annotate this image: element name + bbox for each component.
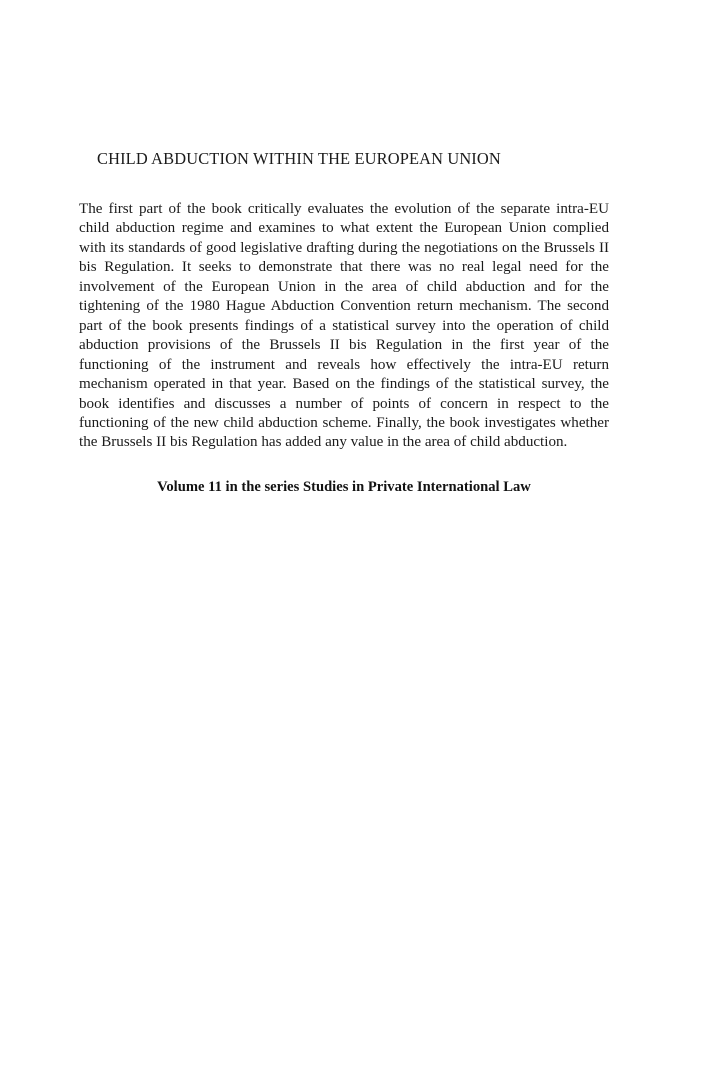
series-volume-line: Volume 11 in the series Studies in Private International Law	[157, 478, 531, 495]
book-description-paragraph: The first part of the book critically evaluates the evolution of the separate intra-EU child abduction regime and examines to what extent the European Union complied with its standards of good legislative drafting during the negotiations on the Brussels II bis Regulation. It seeks to demonstrate that there was no real legal need for the involvement of the European Union in the area of child abduction and for the tightening of the 1980 Hague Abduction Convention return mechanism. The second part of the book presents findings of a statistical survey into the operation of child abduction provisions of the Brussels II bis Regulation in the first year of the functioning of the instrument and reveals how effectively the intra-EU return mechanism operated in that year. Based on the findings of the statistical survey, the book identifies and discusses a number of points of concern in respect to the functioning of the new child abduction scheme. Finally, the book investigates whether the Brussels II bis Regulation has added any value in the area of child abduction.	[79, 201, 609, 451]
cover-text-block	[79, 148, 609, 497]
book-title: CHILD ABDUCTION WITHIN THE EUROPEAN UNION	[97, 149, 501, 168]
